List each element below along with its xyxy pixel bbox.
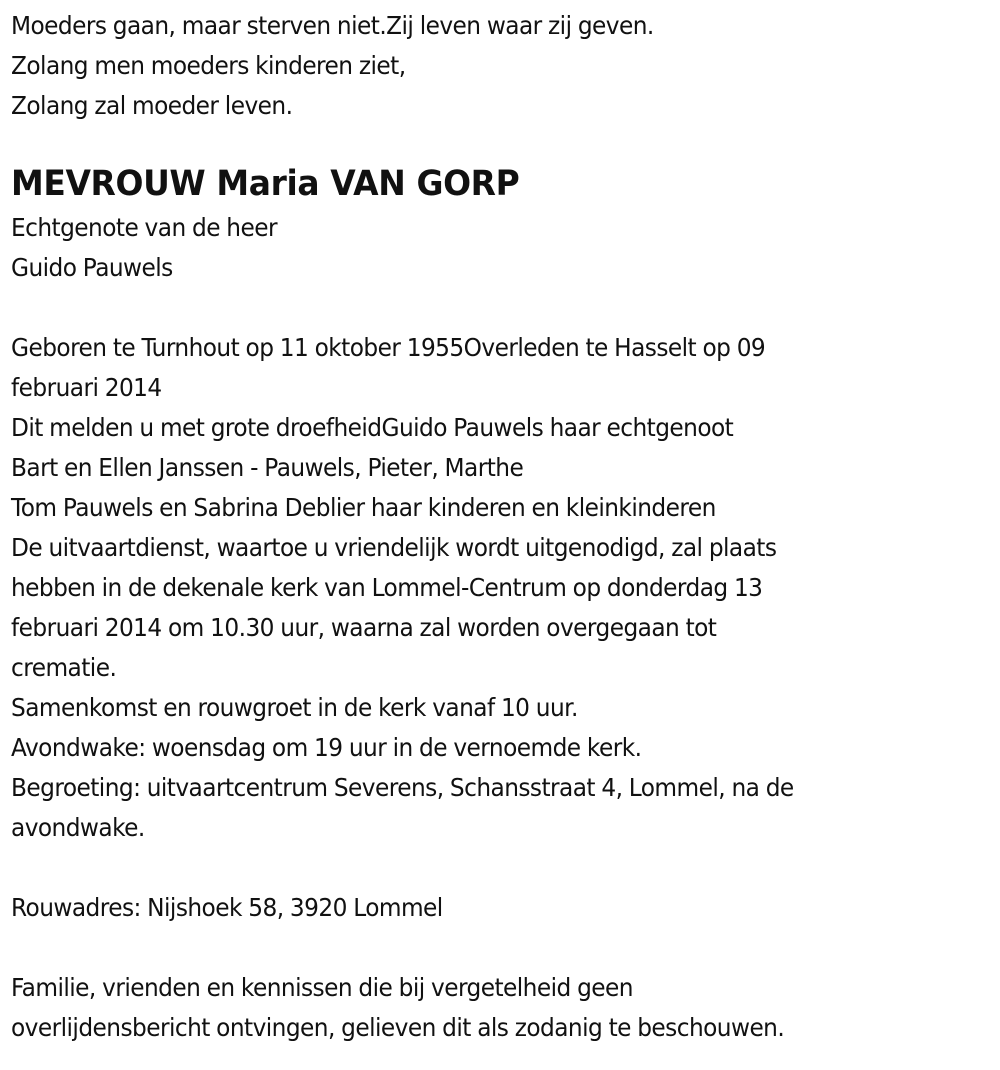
body-line: Dit melden u met grote droefheidGuido Pauwels haar echtgenoot [11, 413, 734, 442]
body-line: Geboren te Turnhout op 11 oktober 1955Overleden te Hasselt op 09 [11, 333, 766, 362]
body-line: Avondwake: woensdag om 19 uur in de vernoemde kerk. [11, 733, 642, 762]
spacer [11, 848, 980, 888]
deceased-name-heading: MEVROUW Maria VAN GORP [11, 164, 520, 204]
closing-line: overlijdensbericht ontvingen, gelieven dit als zodanig te beschouwen. [11, 1013, 785, 1042]
body-line: avondwake. [11, 813, 145, 842]
body-line: februari 2014 om 10.30 uur, waarna zal worden overgegaan tot [11, 613, 717, 642]
spacer [11, 288, 980, 328]
body-line: Tom Pauwels en Sabrina Deblier haar kinderen en kleinkinderen [11, 493, 716, 522]
obituary-notice [11, 6, 980, 1048]
spacer [11, 928, 980, 968]
spouse-line: Guido Pauwels [11, 253, 173, 282]
notice-body [11, 328, 980, 848]
memorial-poem [11, 6, 980, 126]
body-line: hebben in de dekenale kerk van Lommel-Centrum op donderdag 13 [11, 573, 763, 602]
closing-note [11, 968, 980, 1048]
poem-line: Zolang zal moeder leven. [11, 91, 293, 120]
spouse-line: Echtgenote van de heer [11, 213, 277, 242]
body-line: Begroeting: uitvaartcentrum Severens, Schansstraat 4, Lommel, na de [11, 773, 794, 802]
body-line: Bart en Ellen Janssen - Pauwels, Pieter, Marthe [11, 453, 524, 482]
closing-line: Familie, vrienden en kennissen die bij vergetelheid geen [11, 973, 633, 1002]
body-line: crematie. [11, 653, 117, 682]
body-line: februari 2014 [11, 373, 162, 402]
poem-line: Zolang men moeders kinderen ziet, [11, 51, 406, 80]
mourning-address: Rouwadres: Nijshoek 58, 3920 Lommel [11, 893, 443, 922]
body-line: Samenkomst en rouwgroet in de kerk vanaf 10 uur. [11, 693, 578, 722]
poem-line: Moeders gaan, maar sterven niet.Zij leven waar zij geven. [11, 11, 654, 40]
spouse-info [11, 208, 980, 288]
body-line: De uitvaartdienst, waartoe u vriendelijk wordt uitgenodigd, zal plaats [11, 533, 777, 562]
